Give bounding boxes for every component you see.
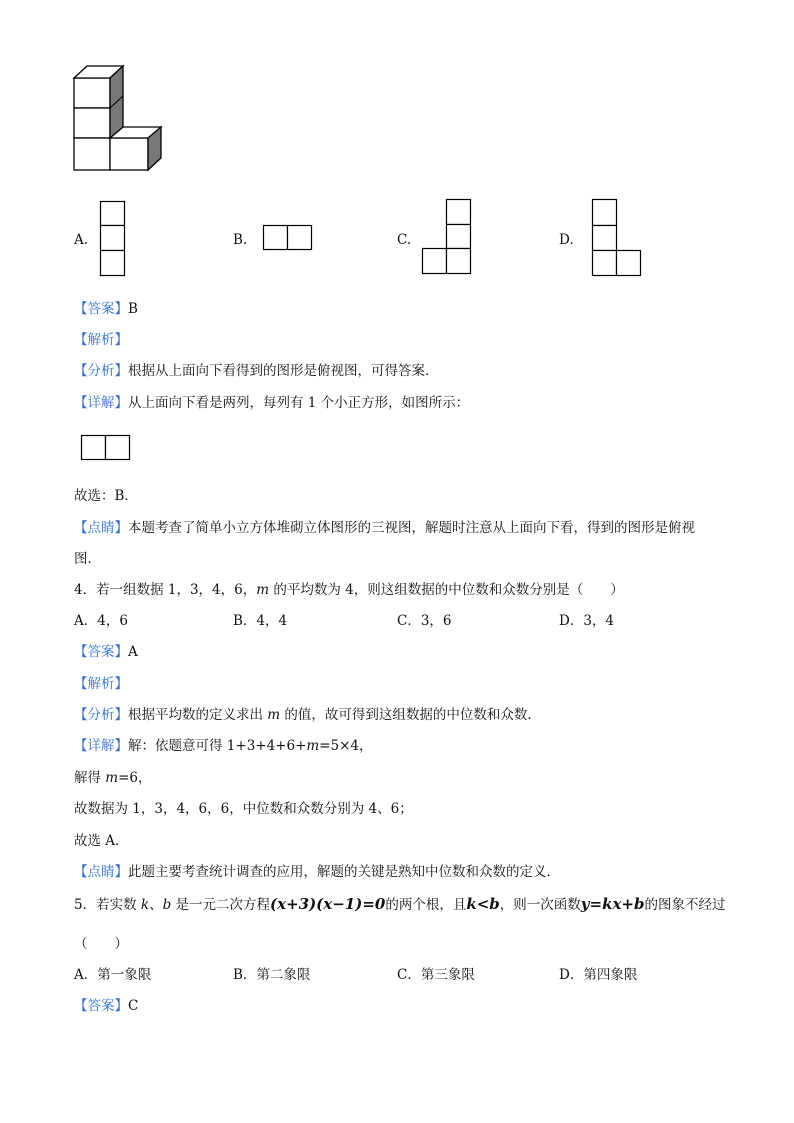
answer-tag: 【答案】: [74, 998, 128, 1014]
answer-tag: 【答案】: [74, 644, 128, 660]
q5-inequality: k<b: [466, 895, 500, 913]
q5-answer-line: [74, 994, 138, 1014]
analysis-tag: 【解析】: [74, 676, 128, 692]
analysis-tag: 【解析】: [74, 332, 128, 348]
q3-comment-text: 本题考查了简单小立方体堆砌立体图形的三视图，解题时注意从上面向下看，得到的图形是俯视: [128, 520, 695, 536]
q3-detail-line: [74, 391, 469, 411]
q4-choose: 故选 A．: [74, 833, 129, 849]
var-k: k: [140, 897, 150, 913]
q3-option-d-label: D.: [559, 232, 574, 248]
q4-question-post: 的平均数为 4，则这组数据的中位数和众数分别是（ ）: [269, 582, 624, 598]
q5-tail: 的图象不经过: [644, 897, 726, 913]
var-m: m: [256, 582, 270, 598]
q3-option-a-figure: [100, 201, 126, 277]
detail-tag: 【详解】: [74, 395, 128, 411]
q5-mid2: 的两个根，且: [385, 897, 467, 913]
q5-option-b: B．第二象限: [233, 967, 311, 983]
q4-answer: A: [128, 644, 138, 660]
q4-data-text: 故数据为 1，3，4，6，6，中位数和众数分别为 4、6；: [74, 801, 413, 817]
q4-analysis-line: [74, 672, 128, 692]
q3-option-c-figure: [422, 199, 472, 275]
comment-tag: 【点睛】: [74, 864, 128, 880]
q4-solve-pre: 解得: [74, 770, 106, 786]
q5-option-a: A．第一象限: [74, 967, 152, 983]
q4-answer-line: [74, 640, 138, 660]
q4-option-c: C．3，6: [397, 613, 452, 629]
q4-option-b: B．4，4: [233, 613, 288, 629]
q4-option-d: D．3，4: [559, 613, 615, 629]
q4-detail-line: [74, 734, 373, 754]
q4-question-pre: 4．若一组数据 1，3，4，6，: [74, 582, 257, 598]
q4-fenxi-line: [74, 703, 541, 723]
q3-option-a-label: A.: [74, 232, 89, 248]
var-b: b: [162, 897, 172, 913]
detail-tag: 【详解】: [74, 738, 128, 754]
q5-function: y=kx+b: [580, 895, 645, 913]
q3-detail-text: 从上面向下看是两列，每列有 1 个小正方形，如图所示：: [128, 395, 470, 411]
q3-choose-line: [74, 484, 138, 504]
var-m: m: [105, 770, 119, 786]
q5-question: [74, 893, 725, 913]
answer-tag: 【答案】: [74, 301, 128, 317]
q4-comment-text: 此题主要考查统计调查的应用，解题的关键是熟知中位数和众数的定义．: [128, 864, 560, 880]
q5-option-d: D．第四象限: [559, 967, 638, 983]
q3-option-d-figure: [592, 199, 642, 277]
q4-question: [74, 578, 624, 598]
q4-data-line: [74, 797, 413, 817]
q5-equation: (x+3)(x−1)=0: [270, 895, 386, 913]
q4-detail-post: =5×4，: [319, 738, 373, 754]
q5-option-c: C．第三象限: [397, 967, 475, 983]
q5-answer: C: [128, 998, 139, 1014]
q3-choose: 故选：B．: [74, 488, 138, 504]
q3-fenxi-line: [74, 359, 439, 379]
q4-solve-post: =6，: [118, 770, 152, 786]
q5-sep: 、: [149, 897, 163, 913]
q3-option-b-figure: [263, 225, 313, 251]
q4-fenxi-pre: 根据平均数的定义求出: [128, 707, 268, 723]
q5-paren: （ ）: [74, 936, 128, 952]
q3-top-view-figure: [81, 435, 131, 461]
q4-fenxi-post: 的值，故可得到这组数据的中位数和众数．: [280, 707, 541, 723]
q3-answer: B: [128, 301, 138, 317]
var-m: m: [267, 707, 281, 723]
q3-comment-text-2: 图．: [74, 551, 101, 567]
fenxi-tag: 【分析】: [74, 707, 128, 723]
var-m: m: [306, 738, 320, 754]
q3-comment-line: [74, 516, 695, 536]
q3-option-c-label: C.: [397, 232, 412, 248]
q3-analysis-line: [74, 328, 128, 348]
q5-mid: 是一元二次方程: [171, 897, 271, 913]
q4-choose-line: [74, 829, 129, 849]
q5-paren-line: [74, 932, 128, 952]
q4-comment-line: [74, 860, 560, 880]
comment-tag: 【点睛】: [74, 520, 128, 536]
q3-fenxi-text: 根据从上面向下看得到的图形是俯视图，可得答案．: [128, 363, 439, 379]
q4-solve-line: [74, 766, 152, 786]
q5-question-num: 5．若实数: [74, 897, 141, 913]
q4-option-a: A．4，6: [74, 613, 128, 629]
fenxi-tag: 【分析】: [74, 363, 128, 379]
q5-mid3: ，则一次函数: [499, 897, 581, 913]
q3-comment-line-2: [74, 547, 101, 567]
q3-answer-line: [74, 297, 138, 317]
q4-detail-pre: 解：依题意可得 1+3+4+6+: [128, 738, 307, 754]
q3-option-b-label: B.: [233, 232, 248, 248]
